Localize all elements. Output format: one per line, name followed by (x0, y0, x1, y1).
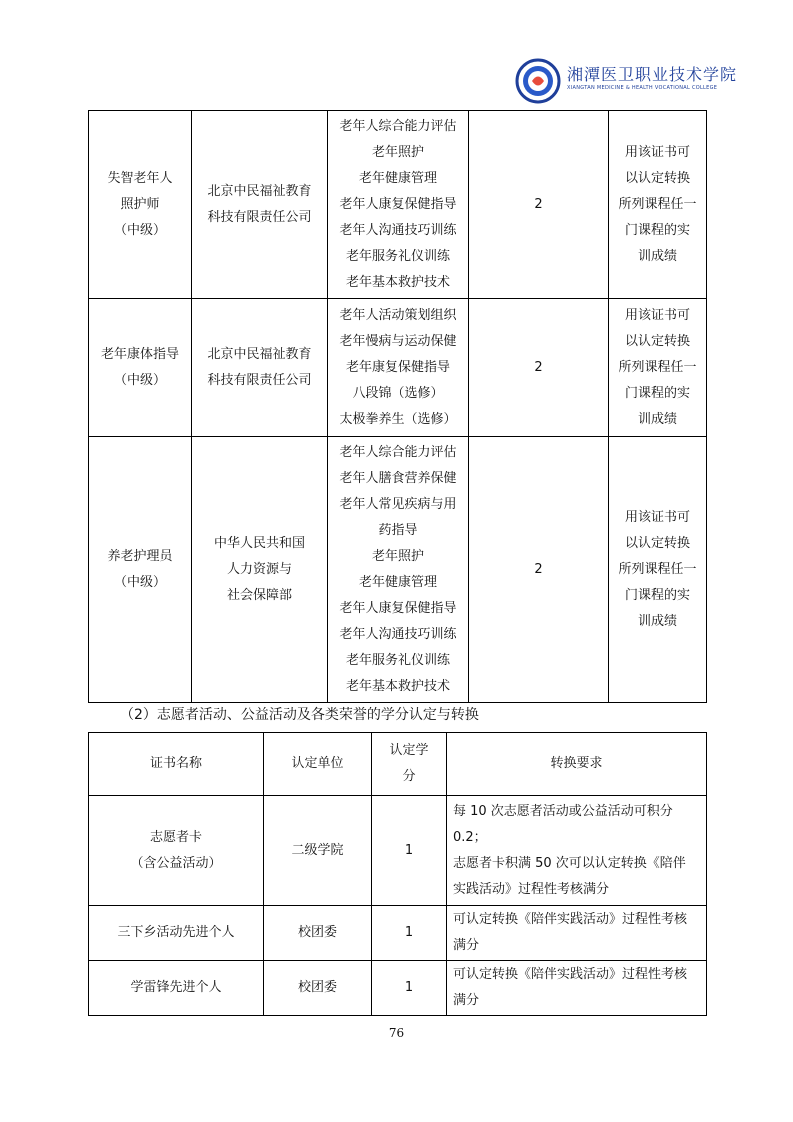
section-title: （2）志愿者活动、公益活动及各类荣誉的学分认定与转换 (120, 707, 479, 723)
conversion-requirement-line: 0.2； (453, 829, 487, 845)
cert-unit (192, 111, 328, 299)
conversion-requirement-line: 所列课程任一 (618, 359, 697, 375)
cert-unit-line: 科技有限责任公司 (207, 372, 312, 388)
course-list-line: 老年人活动策划组织 (339, 307, 457, 323)
cert-name-line: 老年康体指导 (100, 346, 179, 362)
conversion-requirement-line: 所列课程任一 (618, 561, 697, 577)
conversion-requirement-line: 志愿者卡积满 50 次可以认定转换《陪伴 (453, 855, 686, 871)
cert-unit: 校团委 (264, 906, 372, 961)
course-list-line: 老年人综合能力评估 (339, 444, 457, 460)
table-row (89, 906, 707, 961)
course-list-line: 老年人膳食营养保健 (339, 470, 457, 486)
cert-unit-line: 北京中民福祉教育 (207, 183, 312, 199)
college-logo (515, 58, 738, 108)
cert-unit-line: 人力资源与 (226, 561, 292, 577)
table-header-row (89, 733, 707, 796)
college-name: 湘潭医卫职业技术学院 (567, 65, 738, 84)
course-list-line: 老年人康复保健指导 (339, 196, 457, 212)
conversion-requirement-line: 以认定转换 (624, 535, 690, 551)
conversion-requirement-line: 训成绩 (637, 411, 677, 427)
course-list-line: 老年人常见疾病与用 (339, 496, 457, 512)
header-cert-name: 证书名称 (89, 733, 264, 796)
course-list-line: 药指导 (378, 522, 418, 538)
conversion-requirement-line: 每 10 次志愿者活动或公益活动可积分 (453, 803, 673, 819)
credit-value: 2 (469, 437, 609, 703)
course-list-line: 八段锦（选修） (352, 385, 444, 401)
course-list-line: 老年服务礼仪训练 (345, 652, 450, 668)
cert-name-line: 养老护理员 (107, 548, 173, 564)
cert-name (89, 111, 192, 299)
cert-name-line: （中级） (113, 372, 166, 388)
conversion-requirement-line: 训成绩 (637, 613, 677, 629)
conversion-requirement-line: 可认定转换《陪伴实践活动》过程性考核 (453, 912, 688, 927)
credit-value: 2 (469, 111, 609, 299)
course-list-line: 老年人综合能力评估 (339, 118, 457, 134)
cert-name-line: 失智老年人 (107, 170, 173, 186)
course-list-line: 老年服务礼仪训练 (345, 248, 450, 264)
cert-unit (192, 437, 328, 703)
header-credit: 认定学 分 (372, 733, 447, 796)
cert-unit-line: 北京中民福祉教育 (207, 346, 312, 362)
conversion-requirement-line: 用该证书可 (624, 509, 690, 525)
course-list (328, 299, 469, 437)
table-row (89, 111, 707, 299)
table-row (89, 961, 707, 1016)
conversion-requirement-line: 以认定转换 (624, 333, 690, 349)
conversion-requirement-line: 所列课程任一 (618, 196, 697, 212)
cert-name (89, 906, 264, 961)
course-list-line: 老年基本救护技术 (345, 274, 450, 290)
course-list-line: 老年人沟通技巧训练 (339, 222, 457, 238)
cert-unit: 校团委 (264, 961, 372, 1016)
cert-unit: 二级学院 (264, 796, 372, 906)
course-list-line: 老年基本救护技术 (345, 678, 450, 694)
conversion-requirement-line: 满分 (453, 938, 480, 953)
conversion-requirement-line: 门课程的实 (624, 222, 690, 238)
conversion-requirement-line: 门课程的实 (624, 587, 690, 603)
credit-value: 1 (372, 906, 447, 961)
conversion-requirement-line: 实践活动》过程性考核满分 (453, 881, 610, 897)
course-list (328, 437, 469, 703)
cert-name-line: （含公益活动） (130, 855, 222, 871)
header-unit: 认定单位 (264, 733, 372, 796)
conversion-requirement-line: 用该证书可 (624, 307, 690, 323)
cert-name-line: 志愿者卡 (149, 829, 202, 845)
table-row (89, 299, 707, 437)
conversion-requirement (447, 906, 707, 961)
conversion-requirement-line: 用该证书可 (624, 144, 690, 160)
credit-value: 2 (469, 299, 609, 437)
cert-unit-line: 中华人民共和国 (213, 535, 305, 551)
conversion-requirement-line: 满分 (453, 993, 480, 1008)
cert-name-line: 三下乡活动先进个人 (117, 925, 235, 940)
conversion-requirement-line: 训成绩 (637, 248, 677, 264)
cert-name-line: 学雷锋先进个人 (130, 980, 222, 995)
conversion-requirement (609, 299, 707, 437)
course-list-line: 老年康复保健指导 (345, 359, 450, 375)
credit-value: 1 (372, 961, 447, 1016)
course-list-line: 老年健康管理 (358, 170, 437, 186)
college-emblem-icon (515, 58, 561, 104)
course-list-line: 老年健康管理 (358, 574, 437, 590)
course-list-line: 老年慢病与运动保健 (339, 333, 457, 349)
page-number: 76 (388, 1026, 405, 1040)
header-requirement: 转换要求 (447, 733, 707, 796)
cert-name (89, 299, 192, 437)
cert-name-line: 照护师 (120, 196, 160, 212)
credit-value: 1 (372, 796, 447, 906)
volunteer-credit-table (88, 732, 707, 1016)
conversion-requirement-line: 门课程的实 (624, 385, 690, 401)
cert-name (89, 961, 264, 1016)
conversion-requirement (609, 111, 707, 299)
cert-name (89, 796, 264, 906)
course-list-line: 老年照护 (371, 548, 424, 564)
table-row (89, 437, 707, 703)
cert-unit (192, 299, 328, 437)
conversion-requirement (447, 961, 707, 1016)
course-list (328, 111, 469, 299)
conversion-requirement (447, 796, 707, 906)
college-name-english: XIANGTAN MEDICINE & HEALTH VOCATIONAL COLLEGE (567, 85, 718, 91)
course-list-line: 老年人康复保健指导 (339, 600, 457, 616)
course-list-line: 太极拳养生（选修） (339, 411, 457, 427)
cert-name-line: （中级） (113, 222, 166, 238)
cert-unit-line: 社会保障部 (226, 587, 292, 603)
cert-unit-line: 科技有限责任公司 (207, 209, 312, 225)
conversion-requirement-line: 以认定转换 (624, 170, 690, 186)
conversion-requirement-line: 可认定转换《陪伴实践活动》过程性考核 (453, 967, 688, 982)
certificate-table (88, 110, 707, 703)
course-list-line: 老年照护 (371, 144, 424, 160)
cert-name-line: （中级） (113, 574, 166, 590)
course-list-line: 老年人沟通技巧训练 (339, 626, 457, 642)
table-row (89, 796, 707, 906)
conversion-requirement (609, 437, 707, 703)
cert-name (89, 437, 192, 703)
